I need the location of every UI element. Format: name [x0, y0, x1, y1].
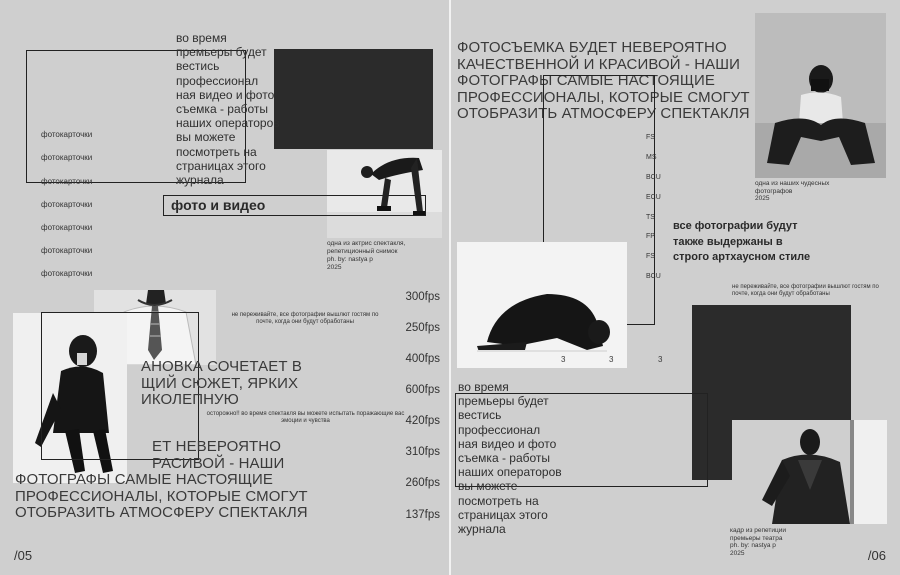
body-line: вестись	[458, 408, 502, 423]
page-right	[451, 0, 900, 575]
number-label: 3	[609, 355, 614, 364]
fps-value: 310fps	[405, 446, 440, 458]
photo-actress-bending	[327, 150, 442, 238]
body-line: профессионал	[458, 422, 541, 437]
big-line: АНОВКА СОЧЕТАЕТ В	[141, 358, 302, 375]
fps-value: 300fps	[405, 291, 440, 303]
caption-line: одна из наших чудесных	[755, 180, 830, 187]
body-line: журнала	[458, 522, 506, 537]
body-line: наших операторов	[176, 116, 280, 131]
big-line: РАСИВОЙ - НАШИ	[152, 454, 285, 472]
note-email: не переживайте, все фотографии вышлют гостям по почте, когда они будут обработаны	[231, 312, 379, 325]
list-item: фотокарточки	[41, 246, 93, 255]
body-line: страницах этого	[458, 507, 548, 522]
headline-line: ФОТОСЪЕМКА БУДЕТ НЕВЕРОЯТНО	[457, 39, 727, 56]
list-item: фотокарточки	[41, 153, 93, 162]
dark-block-top	[274, 49, 433, 149]
body-line: посмотреть на	[458, 493, 539, 508]
body-line: ная видео и фото	[458, 436, 557, 451]
caption-line: одна из актрис спектакля,	[327, 240, 406, 247]
big-text-block-1	[141, 359, 341, 409]
fps-value: 260fps	[405, 477, 440, 489]
page-number-left: /05	[14, 548, 33, 563]
headline-line: КАЧЕСТВЕННОЙ И КРАСИВОЙ - НАШИ	[457, 55, 740, 73]
body-text-column	[176, 31, 286, 187]
big-line: ОТОБРАЗИТЬ АТМОСФЕРУ СПЕКТАКЛЯ	[15, 504, 308, 521]
caption-rehearsal	[730, 527, 850, 557]
list-item: фотокарточки	[41, 130, 93, 139]
fps-value: 400fps	[405, 353, 440, 365]
shot-label: ECU	[646, 194, 661, 201]
page-left	[0, 0, 449, 575]
note-email-right: не переживайте, все фотографии вышлют гостям по почте, когда они будут обработаны	[732, 284, 879, 297]
big-line: ПРОФЕССИОНАЛЫ, КОТОРЫЕ СМОГУТ	[15, 487, 308, 505]
body-line: ная видео и фото	[176, 87, 275, 102]
body-line: съемка - работы	[458, 451, 551, 466]
headline-line: ПРОФЕССИОНАЛЫ, КОТОРЫЕ СМОГУТ	[457, 88, 750, 106]
shot-label: FS	[646, 134, 655, 141]
section-heading: фото и видео	[171, 197, 266, 213]
caption-line: кадр из репетиции	[730, 527, 786, 534]
body-line: страницах этого	[176, 158, 266, 173]
body-line: посмотреть на	[176, 144, 257, 159]
big-line: ИКОЛЕПНУЮ	[141, 391, 239, 408]
statement-line: все фотографии будут	[673, 220, 798, 232]
caption-line: фотографов	[755, 187, 793, 195]
caption-line: 2025	[755, 195, 770, 202]
big-line: ЕТ НЕВЕРОЯТНО	[152, 438, 281, 455]
fps-value: 600fps	[405, 384, 440, 396]
caption-line: ph. by: nastya p	[327, 256, 373, 263]
number-label: 3	[658, 355, 663, 364]
body-line: журнала	[176, 173, 224, 188]
photo-rehearsal	[732, 420, 887, 524]
caption-line: 2025	[327, 264, 342, 271]
body-line: профессионал	[176, 73, 259, 88]
shot-label: BCU	[646, 174, 661, 181]
body-line: наших операторов	[458, 465, 562, 480]
big-line: ЩИЙ СЮЖЕТ, ЯРКИХ	[141, 374, 299, 392]
bold-statement	[673, 219, 833, 266]
body-line: во время	[176, 31, 227, 45]
shot-label: FS	[646, 253, 655, 260]
fps-value: 137fps	[405, 509, 440, 521]
body-text-column-right	[458, 380, 568, 536]
body-line: премьеры будет	[176, 45, 267, 60]
shot-label: TS	[646, 214, 655, 221]
caption-line: премьеры театра	[730, 534, 783, 542]
body-line: вестись	[176, 59, 220, 74]
number-label: 3	[561, 355, 566, 364]
list-item: фотокарточки	[41, 200, 93, 209]
fps-value: 420fps	[405, 415, 440, 427]
body-line: съемка - работы	[176, 102, 269, 117]
body-line: вы можете	[458, 479, 518, 494]
body-line: во время	[458, 380, 509, 394]
caption-photographer	[755, 180, 875, 203]
shot-label: BCU	[646, 273, 661, 280]
headline-line: ФОТОГРАФЫ САМЫЕ НАСТОЯЩИЕ	[457, 72, 716, 89]
list-item: фотокарточки	[41, 269, 93, 278]
photo-dancer-curled	[457, 242, 627, 368]
caption-actress	[327, 240, 437, 272]
caption-line: репетиционный снимок	[327, 248, 398, 255]
statement-line: строго артхаусном стиле	[673, 251, 811, 263]
headline-line: ОТОБРАЗИТЬ АТМОСФЕРУ СПЕКТАКЛЯ	[457, 105, 750, 122]
body-line: вы можете	[176, 130, 236, 145]
page-number-right: /06	[867, 548, 886, 563]
caption-line: ph. by: nastya p	[730, 542, 776, 549]
big-line: ФОТОГРАФЫ САМЫЕ НАСТОЯЩИЕ	[15, 471, 274, 488]
fps-value: 250fps	[405, 322, 440, 334]
list-item: фотокарточки	[41, 223, 93, 232]
big-text-block-2	[15, 439, 315, 522]
statement-line: также выдержаны в	[673, 235, 783, 248]
photo-photographer	[755, 13, 886, 178]
shot-label: MS	[646, 154, 657, 161]
caption-line: 2025	[730, 549, 745, 557]
shot-label: FP	[646, 233, 655, 240]
note-warning: осторожно!! во время спектакля вы можете испытать поражающие вас эмоции и чувства	[206, 411, 405, 424]
list-item: фотокарточки	[41, 177, 93, 186]
body-line: премьеры будет	[458, 394, 549, 409]
